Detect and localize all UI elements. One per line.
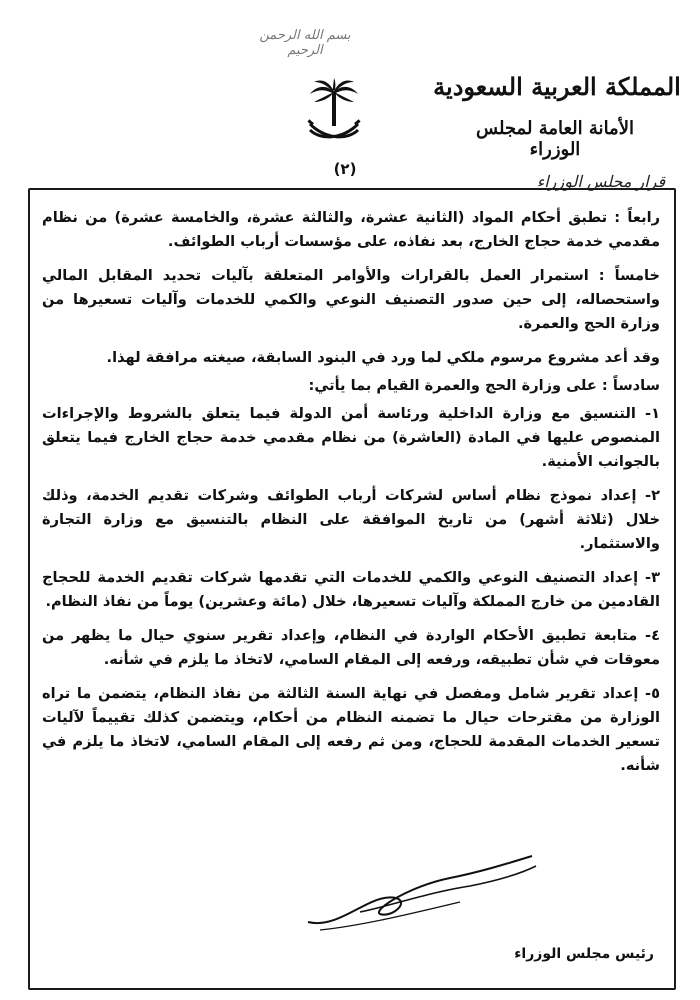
clause-fourth: رابعاً : تطبق أحكام المواد (الثانية عشرة، والثالثة عشرة، والخامسة عشرة) من نظام مقدمي خدمة حجاج الخارج، بعد نفاذه، على مؤسسات أرباب الطوائف. (42, 209, 660, 250)
draft-decree-note: وقد أعد مشروع مرسوم ملكي لما ورد في البنود السابقة، صيغته مرافقة لهذا. (106, 349, 660, 366)
resolution-body (42, 206, 660, 788)
resolution-label: قرار مجلس الوزراء (536, 172, 666, 191)
page-number: (٢) (333, 160, 357, 178)
clause-sixth-intro: سادساً : على وزارة الحج والعمرة القيام بما يأتي: (308, 377, 660, 394)
clause-fifth: خامساً : استمرار العمل بالقرارات والأوامر المتعلقة بآليات تحديد المقابل المالي واستحصاله، إلى حين صدور التصنيف النوعي والكمي للخدمات وآليات تسعيرها من وزارة الحج والعمرة. (42, 267, 660, 332)
basmala: بسم الله الرحمن الرحيم (259, 28, 351, 58)
saudi-emblem-icon (306, 78, 362, 144)
list-item: ١- التنسيق مع وزارة الداخلية ورئاسة أمن الدولة فيما يتعلق بالشروط والإجراءات المنصوص عليها في المادة (العاشرة) من نظام مقدمي خدمة حجاج الخارج فيما يتعلق بالجوانب الأمنية. (42, 405, 660, 470)
secretariat-name: الأمانة العامة لمجلس الوزراء (476, 118, 634, 160)
list-item: ٤- متابعة تطبيق الأحكام الواردة في النظام، وإعداد تقرير سنوي حيال ما يظهر من معوقات في شأن تطبيقه، ورفعه إلى المقام السامي، لاتخاذ ما يلزم في شأنه. (42, 627, 660, 668)
signature (300, 852, 540, 936)
list-item: ٣- إعداد التصنيف النوعي والكمي للخدمات التي تقدمها شركات تقديم الخدمة للحجاج القادمين من خارج المملكة وآليات تسعيرها، خلال (مائة وعشرين) يوماً من نفاذ النظام. (42, 569, 660, 610)
list-item: ٥- إعداد تقرير شامل ومفصل في نهاية السنة الثالثة من نفاذ النظام، يتضمن ما تراه الوزارة من مقترحات حيال ما تضمنه النظام من أحكام، ويتضمن كذلك تقييماً لآليات تسعير الخدمات المقدمة للحجاج، ومن ثم رفعه إلى المقام السامي، لاتخاذ ما يلزم في شأنه. (42, 685, 660, 774)
signatory-title: رئيس مجلس الوزراء (514, 946, 654, 962)
kingdom-name: المملكة العربية السعودية (433, 72, 681, 101)
list-item: ٢- إعداد نموذج نظام أساس لشركات أرباب الطوائف وشركات تقديم الخدمة، وذلك خلال (ثلاثة أشهر) من تاريخ الموافقة على النظام بالتنسيق مع وزارة التجارة والاستثمار. (42, 487, 660, 552)
